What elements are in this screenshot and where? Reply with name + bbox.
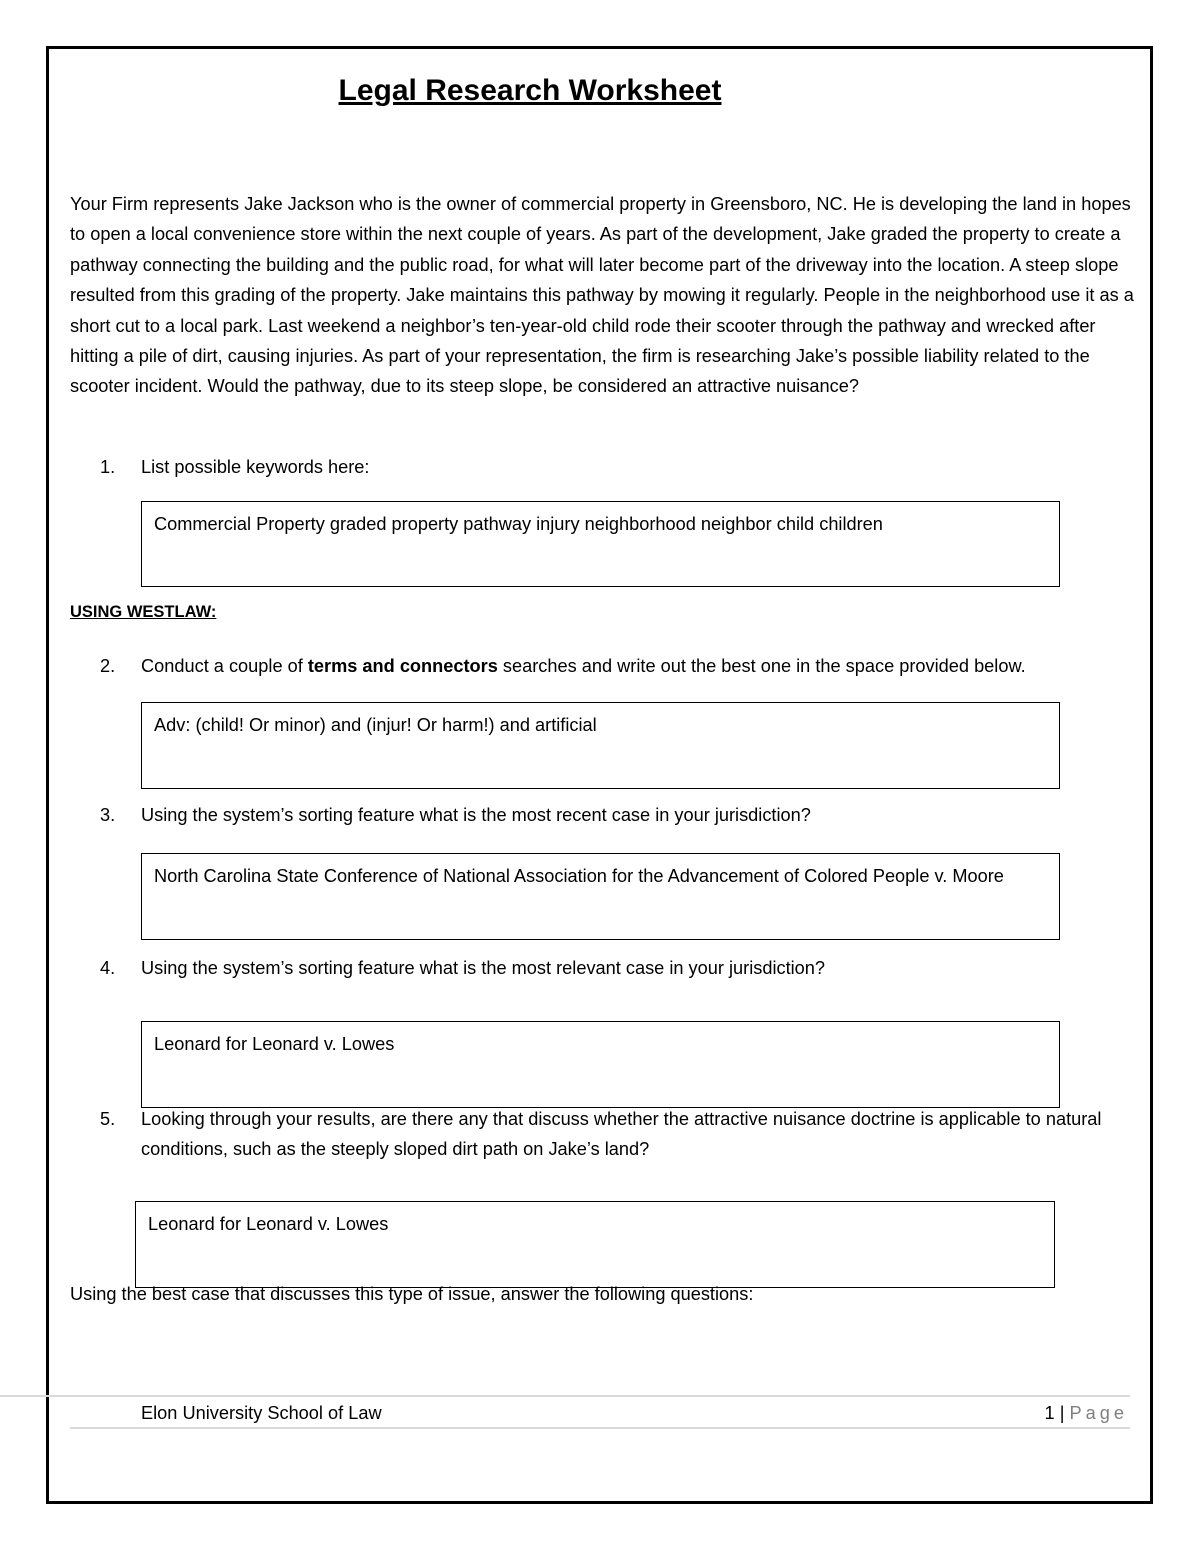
answer-text: Leonard for Leonard v. Lowes (154, 1034, 395, 1054)
answer-text: Adv: (child! Or minor) and (injur! Or harm!) and artificial (154, 715, 597, 735)
question-text-part: searches and write out the best one in the space provided below. (497, 656, 1026, 676)
section-heading: USING WESTLAW: (70, 603, 217, 621)
question-text: Using the system’s sorting feature what is the most recent case in your jurisdiction? (141, 805, 811, 825)
question-text: Looking through your results, are there any that discuss whether the attractive nuisance doctrine is applicable to natural conditions, such as the steeply sloped dirt path on Jake’s land? (141, 1109, 1102, 1159)
question-text (141, 651, 1135, 681)
page-label: Page (1069, 1403, 1128, 1423)
footer-page-number (1045, 1403, 1128, 1424)
closing-instruction: Using the best case that discusses this type of issue, answer the following questions: (70, 1284, 754, 1304)
answer-text: Leonard for Leonard v. Lowes (148, 1214, 389, 1234)
answer-text: North Carolina State Conference of National Association for the Advancement of Colored People v. Moore (154, 866, 1004, 886)
page-title: Legal Research Worksheet (338, 74, 722, 107)
answer-box-4[interactable] (141, 1021, 1060, 1108)
page-number: 1 (1044, 1403, 1055, 1423)
question-number: 4. (100, 958, 116, 978)
question-1 (100, 452, 1135, 482)
question-number: 5. (100, 1109, 116, 1129)
answer-box-5[interactable] (135, 1201, 1055, 1288)
question-number: 1. (100, 457, 116, 477)
question-number: 3. (100, 805, 116, 825)
question-4 (100, 953, 1135, 983)
question-5 (100, 1104, 1135, 1164)
question-number: 2. (100, 656, 116, 676)
question-text: List possible keywords here: (141, 457, 370, 477)
answer-text: Commercial Property graded property pathway injury neighborhood neighbor child children (154, 514, 883, 534)
question-text-bold: terms and connectors (307, 656, 498, 676)
question-text: Using the system’s sorting feature what is the most relevant case in your jurisdiction? (141, 958, 826, 978)
footer-divider-bottom (70, 1427, 1130, 1429)
answer-box-3[interactable] (141, 853, 1060, 940)
scenario-paragraph: Your Firm represents Jake Jackson who is the owner of commercial property in Greensboro, NC. He is developing the land in hopes to open a local convenience store within the next couple of years. As part of the development, Jake graded the property to create a pathway connecting the building and the public road, for what will later become part of the driveway into the location. A steep slope resulted from this grading of the property. Jake maintains this pathway by mowing it regularly. People in the neighborhood use it as a short cut to a local park. Last weekend a neighbor’s ten-year-old child rode their scooter through the pathway and wrecked after hitting a pile of dirt, causing injuries. As part of your representation, the firm is researching Jake’s possible liability related to the scooter incident. Would the pathway, due to its steep slope, be considered an attractive nuisance? (70, 194, 1134, 397)
page-separator: | (1059, 1403, 1065, 1423)
footer-school: Elon University School of Law (141, 1403, 382, 1423)
question-text-part: Conduct a couple of (141, 656, 308, 676)
question-2 (100, 651, 1135, 681)
question-3 (100, 800, 1135, 830)
answer-box-1[interactable] (141, 501, 1060, 587)
footer-divider-top (0, 1395, 1130, 1397)
answer-box-2[interactable] (141, 702, 1060, 789)
